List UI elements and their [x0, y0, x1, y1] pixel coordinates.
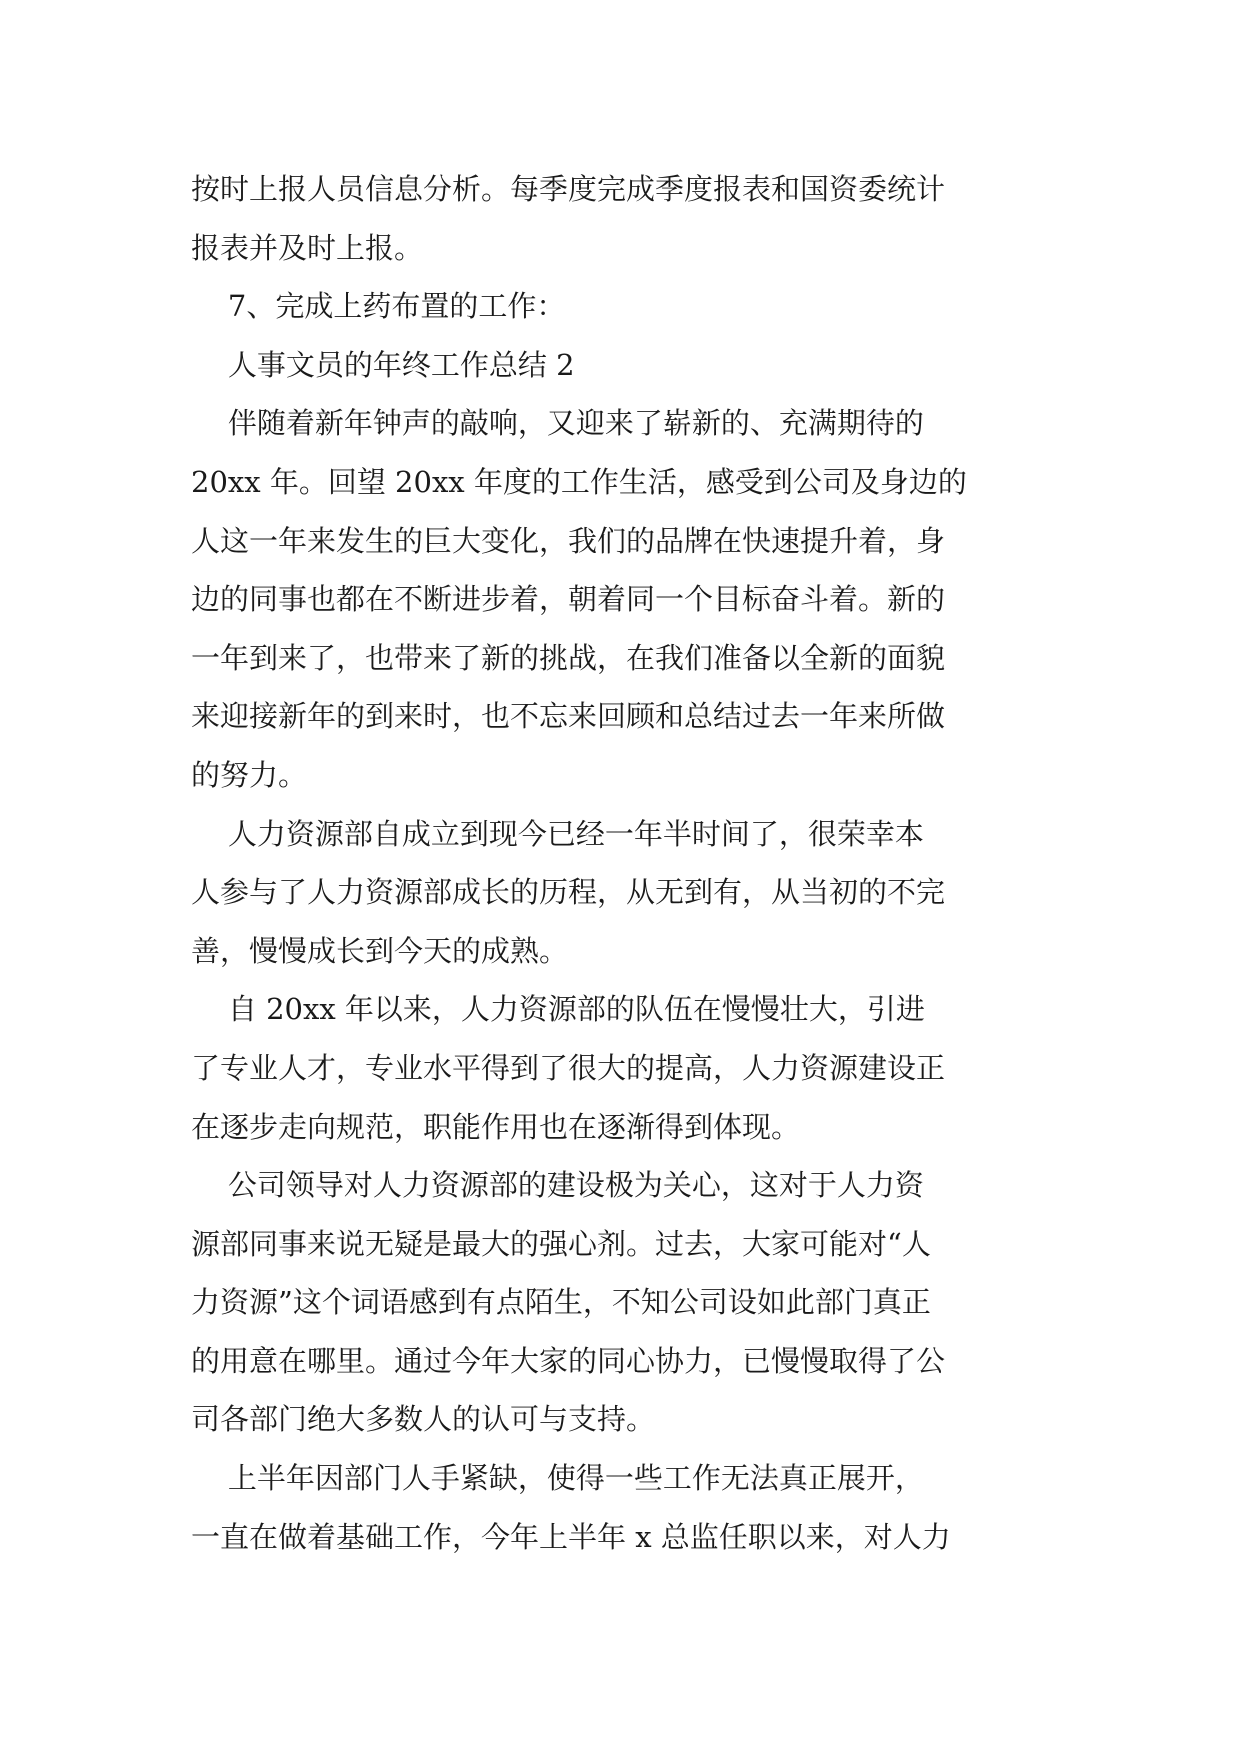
text-line: 人力资源部自成立到现今已经一年半时间了，很荣幸本: [191, 816, 924, 851]
text-line: 伴随着新年钟声的敲响，又迎来了崭新的、充满期待的: [191, 406, 924, 441]
text-line: 源部同事来说无疑是最大的强心剂。过去，大家可能对“人: [191, 1226, 931, 1261]
list-item: 7、完成上药布置的工作：: [191, 289, 566, 324]
text-line: 人参与了人力资源部成长的历程，从无到有，从当初的不完: [191, 875, 946, 910]
text-line: 公司领导对人力资源部的建设极为关心，这对于人力资: [191, 1168, 924, 1203]
text-line: 按时上报人员信息分析。每季度完成季度报表和国资委统计: [191, 172, 946, 206]
text-line: 的努力。: [191, 757, 308, 792]
section-heading: 人事文员的年终工作总结 2: [191, 347, 575, 382]
document-body: [191, 160, 1061, 1566]
text-line: 人这一年来发生的巨大变化，我们的品牌在快速提升着，身: [191, 523, 946, 558]
text-line: 善，慢慢成长到今天的成熟。: [191, 933, 569, 968]
text-line: 上半年因部门人手紧缺，使得一些工作无法真正展开，: [191, 1461, 924, 1496]
text-line: 的用意在哪里。通过今年大家的同心协力，已慢慢取得了公: [191, 1343, 946, 1378]
text-line: 一年到来了，也带来了新的挑战，在我们准备以全新的面貌: [191, 640, 946, 675]
text-line: 司各部门绝大多数人的认可与支持。: [191, 1402, 656, 1437]
text-line: 自 20xx 年以来，人力资源部的队伍在慢慢壮大，引进: [191, 992, 925, 1027]
text-line: 一直在做着基础工作，今年上半年 x 总监任职以来，对人力: [191, 1519, 951, 1554]
text-line: 在逐步走向规范，职能作用也在逐渐得到体现。: [191, 1109, 801, 1144]
text-line: 报表并及时上报。: [191, 230, 424, 265]
text-line: 来迎接新年的到来时，也不忘来回顾和总结过去一年来所做: [191, 699, 946, 734]
text-line: 力资源”这个词语感到有点陌生，不知公司设如此部门真正: [191, 1285, 931, 1320]
text-line: 了专业人才，专业水平得到了很大的提高，人力资源建设正: [191, 1050, 946, 1085]
text-line: 边的同事也都在不断进步着，朝着同一个目标奋斗着。新的: [191, 582, 946, 617]
text-line: 20xx 年。回望 20xx 年度的工作生活，感受到公司及身边的: [191, 464, 967, 499]
